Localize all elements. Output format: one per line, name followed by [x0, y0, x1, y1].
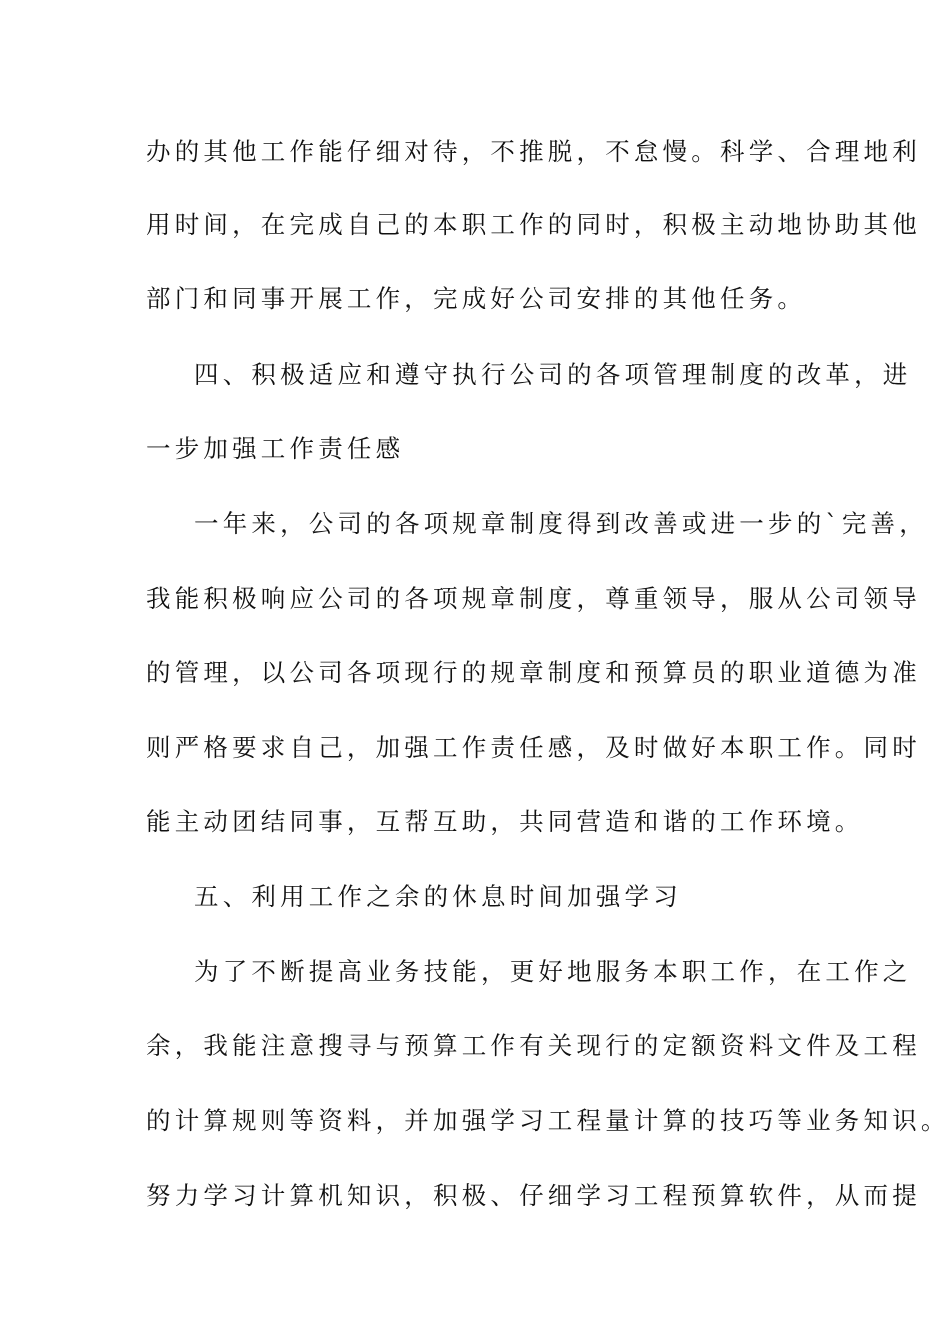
text-line: 能主动团结同事，互帮互助，共同营造和谐的工作环境。 [146, 807, 864, 836]
text-line: 我能积极响应公司的各项规章制度，尊重领导，服从公司领导 [146, 584, 921, 613]
text-line: 努力学习计算机知识，积极、仔细学习工程预算软件，从而提 [146, 1181, 921, 1210]
text-line: 余，我能注意搜寻与预算工作有关现行的定额资料文件及工程 [146, 1031, 921, 1060]
section-heading-4: 四、积极适应和遵守执行公司的各项管理制度的改革，进 [194, 360, 912, 389]
text-line: 则严格要求自己，加强工作责任感，及时做好本职工作。同时 [146, 733, 921, 762]
text-line: 用时间，在完成自己的本职工作的同时，积极主动地协助其他 [146, 210, 921, 239]
text-line: 办的其他工作能仔细对待，不推脱，不怠慢。科学、合理地利 [146, 137, 921, 166]
text-line: 一年来，公司的各项规章制度得到改善或进一步的`完善， [194, 509, 928, 538]
section-heading-5: 五、利用工作之余的休息时间加强学习 [194, 882, 682, 911]
text-line: 为了不断提高业务技能，更好地服务本职工作，在工作之 [194, 957, 912, 986]
section-heading-4-continued: 一步加强工作责任感 [146, 434, 405, 463]
text-line: 部门和同事开展工作，完成好公司安排的其他任务。 [146, 284, 807, 313]
text-line: 的计算规则等资料，并加强学习工程量计算的技巧等业务知识。 [146, 1106, 950, 1135]
text-line: 的管理，以公司各项现行的规章制度和预算员的职业道德为准 [146, 658, 921, 687]
